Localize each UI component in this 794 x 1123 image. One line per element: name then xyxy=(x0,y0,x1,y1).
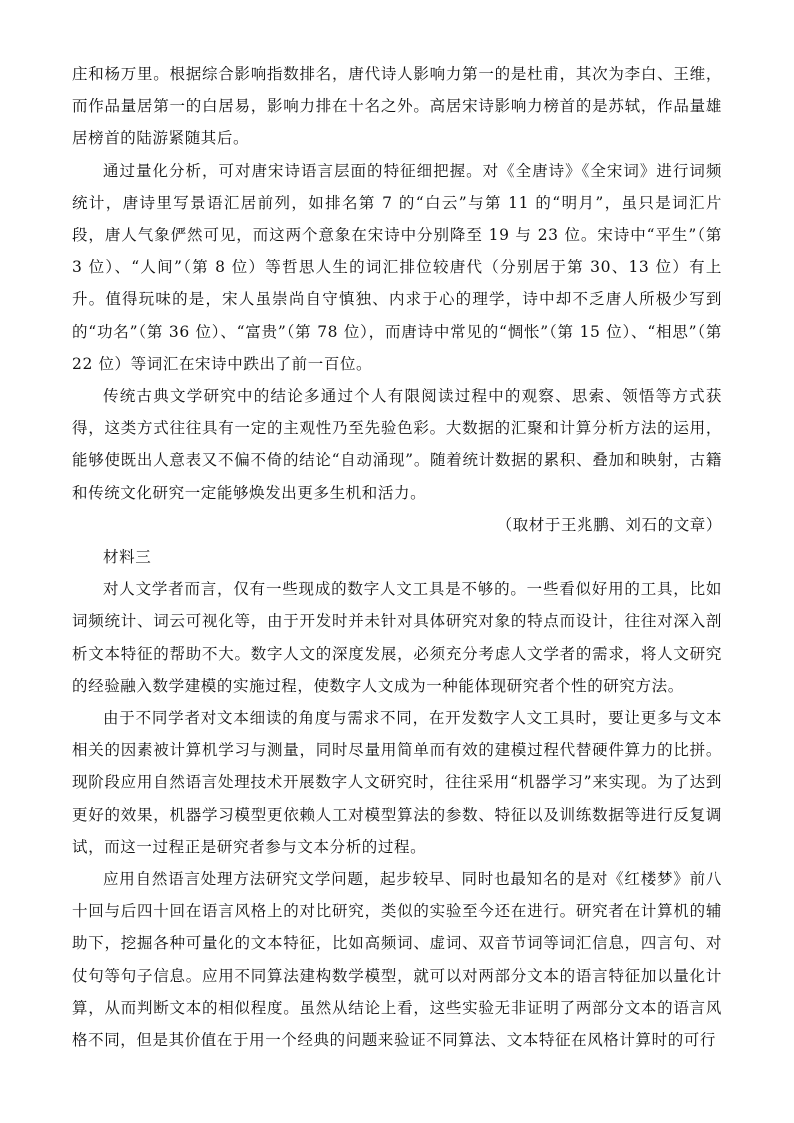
paragraph-2: 通过量化分析，可对唐宋诗语言层面的特征细把握。对《全唐诗》《全宋词》进行词频统计，唐诗里写景语汇居前列，如排名第 7 的“白云”与第 11 的“明月”，虽只是词汇片段，唐人气象俨然可见，而这两个意象在宋诗中分别降至 19 与 23 位。宋诗中“平生”（第 3 位）、“人间”（第 8 位）等哲思人生的词汇排位较唐代（分别居于第 30、13 位）有上升。值得玩味的是，宋人虽崇尚自守慎独、内求于心的理学，诗中却不乏唐人所极少写到的“功名”（第 36 位）、“富贵”（第 78 位），而唐诗中常见的“惆怅”（第 15 位）、“相思”（第 22 位）等词汇在宋诗中跌出了前一百位。 xyxy=(72,161,722,373)
section-paragraph-3: 应用自然语言处理方法研究文学问题，起步较早、同时也最知名的是对《红楼梦》前八十回与后四十回在语言风格上的对比研究，类似的实验至今还在进行。研究者在计算机的辅助下，挖掘各种可量化的文本特征，比如高频词、虚词、双音节词等词汇信息，四言句、对仗句等句子信息。应用不同算法建构数学模型，就可以对两部分文本的语言特征加以量化计算，从而判断文本的相似程度。虽然从结论上看，这些实验无非证明了两部分文本的语言风格不同，但是其价值在于用一个经典的问题来验证不同算法、文本特征在风格计算时的可行 xyxy=(72,870,722,1050)
document-page xyxy=(72,58,722,1056)
section-title: 材料三 xyxy=(103,548,152,567)
source-citation: （取材于王兆鹏、刘石的文章） xyxy=(496,515,722,534)
paragraph-1: 庄和杨万里。根据综合影响指数排名，唐代诗人影响力第一的是杜甫，其次为李白、王维，而作品量居第一的白居易，影响力排在十名之外。高居宋诗影响力榜首的是苏轼，作品量雄居榜首的陆游紧随其后。 xyxy=(72,65,722,148)
section-paragraph-1: 对人文学者而言，仅有一些现成的数字人文工具是不够的。一些看似好用的工具，比如词频统计、词云可视化等，由于开发时并未针对具体研究对象的特点而设计，往往对深入剖析文本特征的帮助不大。数字人文的深度发展，必须充分考虑人文学者的需求，将人文研究的经验融入数学建模的实施过程，使数字人文成为一种能体现研究者个性的研究方法。 xyxy=(72,580,722,695)
paragraph-3: 传统古典文学研究中的结论多通过个人有限阅读过程中的观察、思索、领悟等方式获得，这类方式往往具有一定的主观性乃至先验色彩。大数据的汇聚和计算分析方法的运用，能够使既出人意表又不偏不倚的结论“自动涌现”。随着统计数据的累积、叠加和映射，古籍和传统文化研究一定能够焕发出更多生机和活力。 xyxy=(72,387,722,502)
section-paragraph-2: 由于不同学者对文本细读的角度与需求不同，在开发数字人文工具时，要让更多与文本相关的因素被计算机学习与测量，同时尽量用简单而有效的建模过程代替硬件算力的比拼。现阶段应用自然语言处理技术开展数字人文研究时，往往采用“机器学习”来实现。为了达到更好的效果，机器学习模型更依赖人工对模型算法的参数、特征以及训练数据等进行反复调试，而这一过程正是研究者参与文本分析的过程。 xyxy=(72,709,722,856)
